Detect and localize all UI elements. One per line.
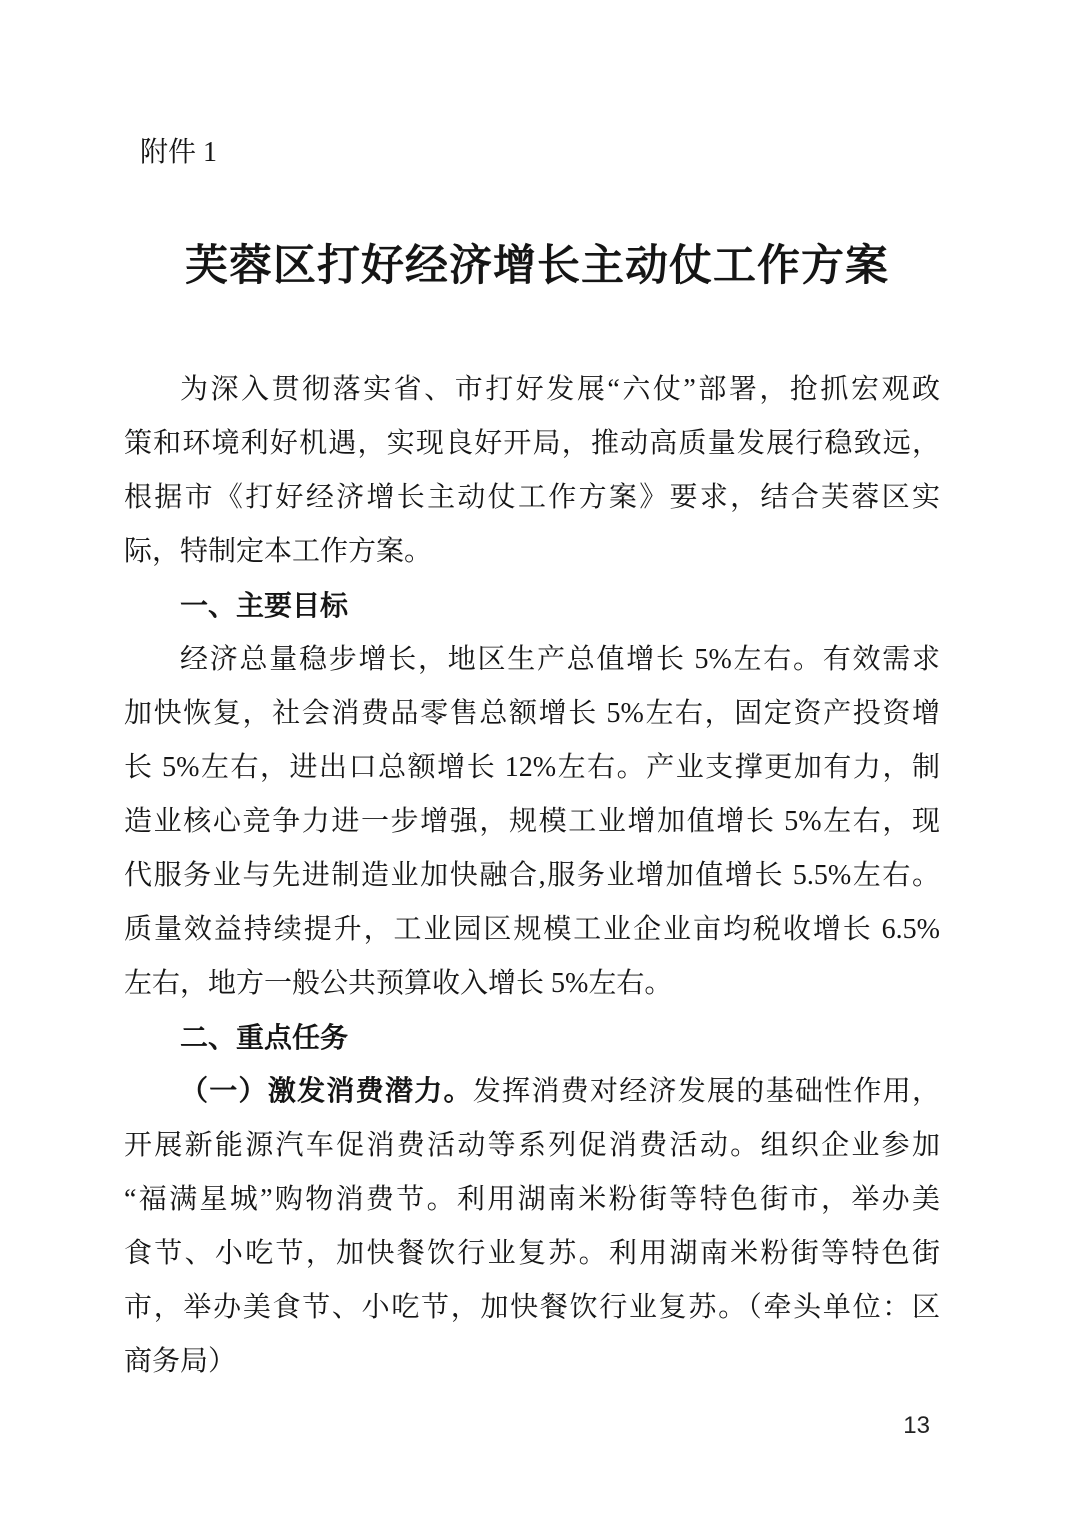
text-line: 为深入贯彻落实省、市打好发展“六仗”部署，抢抓宏观政 — [180, 374, 940, 405]
attachment-label: 附件 1 — [140, 137, 218, 168]
document-title: 芙蓉区打好经济增长主动仗工作方案 — [185, 243, 889, 290]
text-line: 食节、小吃节，加快餐饮行业复苏。利用湖南米粉街等特色街 — [124, 1238, 940, 1269]
text-line: “福满星城”购物消费节。利用湖南米粉街等特色街市，举办美 — [124, 1184, 940, 1215]
page-number: 13 — [903, 1412, 930, 1439]
task1-lead-in: （一）激发消费潜力。 — [180, 1076, 473, 1107]
text-line — [124, 1065, 940, 1119]
text-line: 开展新能源汽车促消费活动等系列促消费活动。组织企业参加 — [124, 1130, 940, 1161]
text-line: 策和环境利好机遇，实现良好开局，推动高质量发展行稳致远， — [124, 428, 940, 459]
heading-main-goals: 一、主要目标 — [180, 590, 349, 621]
text-line: 根据市《打好经济增长主动仗工作方案》要求，结合芙蓉区实 — [124, 482, 940, 513]
text-line: 长 5%左右，进出口总额增长 12%左右。产业支撑更加有力，制 — [124, 752, 940, 783]
task1-first-line-rest: 发挥消费对经济发展的基础性作用， — [472, 1076, 940, 1107]
document-body — [124, 363, 940, 1389]
text-line: 造业核心竞争力进一步增强，规模工业增加值增长 5%左右，现 — [124, 806, 940, 837]
heading-key-tasks: 二、重点任务 — [180, 1022, 349, 1053]
paragraph-goals — [124, 633, 940, 1011]
text-line: 左右，地方一般公共预算收入增长 5%左右。 — [124, 968, 673, 999]
text-line: 加快恢复，社会消费品零售总额增长 5%左右，固定资产投资增 — [124, 698, 940, 729]
text-line: 际，特制定本工作方案。 — [124, 536, 433, 567]
text-line: 市，举办美食节、小吃节，加快餐饮行业复苏。（牵头单位：区 — [124, 1292, 940, 1323]
text-line: 经济总量稳步增长，地区生产总值增长 5%左右。有效需求 — [180, 644, 940, 675]
text-line: 代服务业与先进制造业加快融合,服务业增加值增长 5.5%左右。 — [124, 860, 940, 891]
text-line: 商务局） — [124, 1346, 237, 1377]
text-line: 质量效益持续提升，工业园区规模工业企业亩均税收增长 6.5% — [124, 914, 940, 945]
paragraph-task1 — [124, 1065, 940, 1389]
paragraph-intro — [124, 363, 940, 579]
